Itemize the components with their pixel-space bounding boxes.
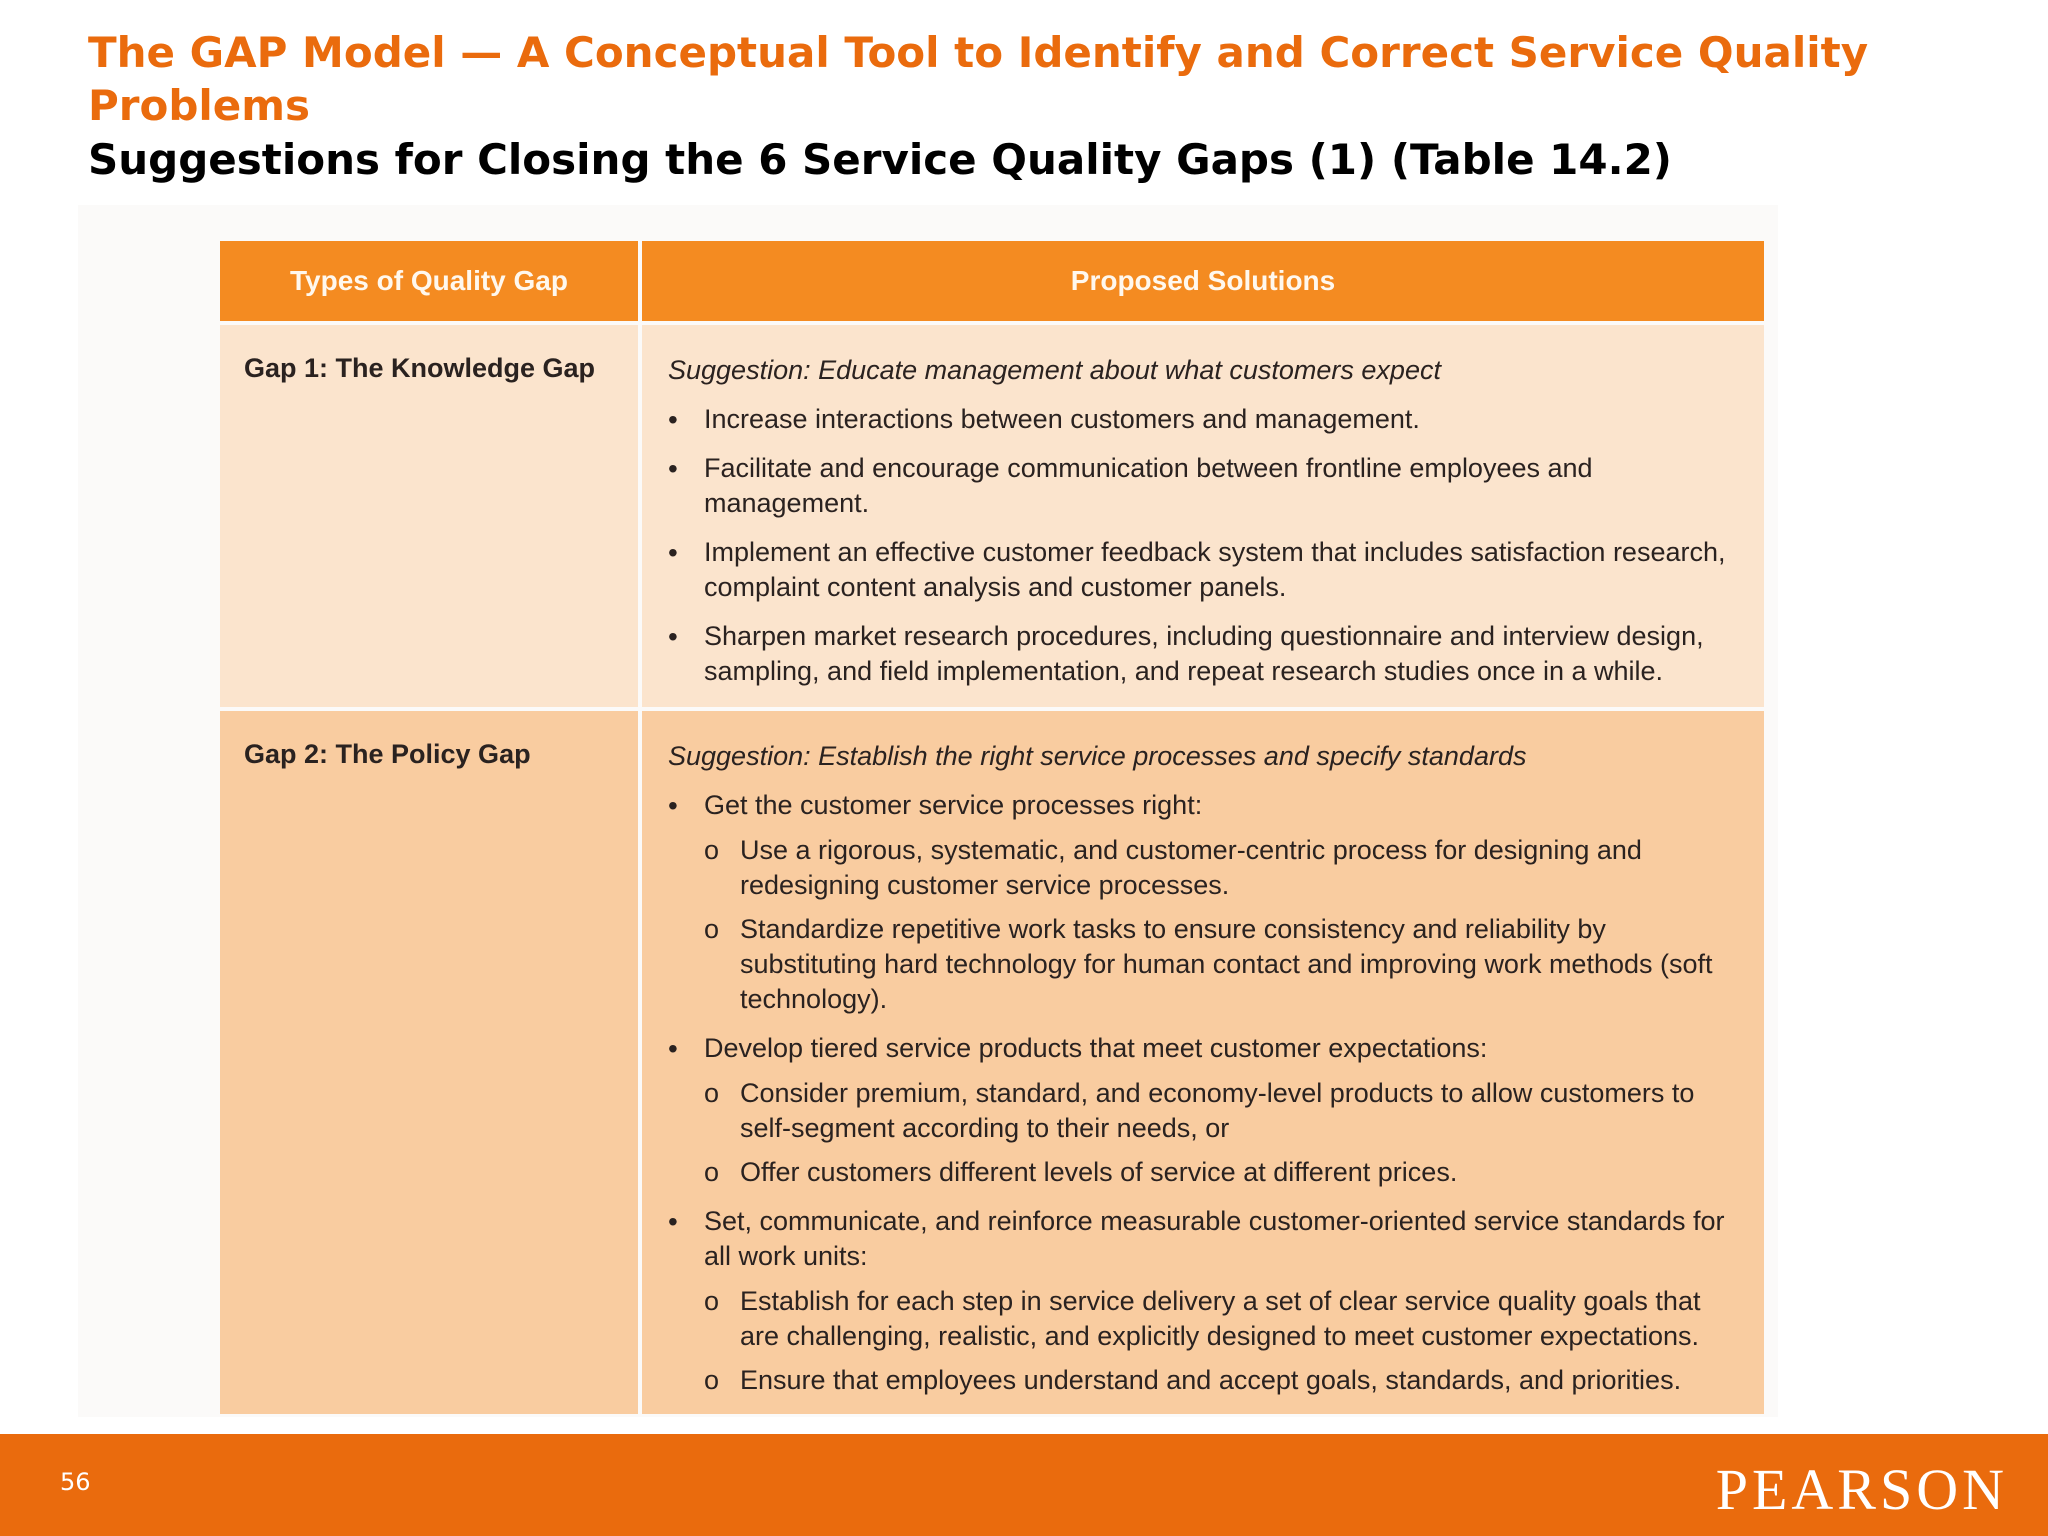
slide-title: The GAP Model — A Conceptual Tool to Identify and Correct Service Quality Problems <box>88 28 1869 130</box>
page-number: 56 <box>60 1468 91 1496</box>
pearson-logo: PEARSON <box>1715 1457 2008 1522</box>
footer-bar <box>0 1434 2048 1536</box>
bullet-item <box>668 788 1738 1017</box>
bullet-item: • Increase interactions between customers and management. <box>668 402 1738 437</box>
bullet-text: Develop tiered service products that meet customer expectations: <box>704 1033 1488 1063</box>
bullet-item: • Implement an effective customer feedback system that includes satisfaction research, complaint content analysis and customer panels. <box>668 535 1738 605</box>
slide-subtitle: Suggestions for Closing the 6 Service Quality Gaps (1) (Table 14.2) <box>88 135 1673 184</box>
slide-header <box>88 26 1988 188</box>
bullet-list <box>668 402 1738 689</box>
suggestion-text: Suggestion: Educate management about what customers expect <box>668 355 1441 385</box>
solutions-cell <box>642 711 1764 1414</box>
bullet-item: • Sharpen market research procedures, including questionnaire and interview design, sampling, and field implementation, and repeat research studies once in a while. <box>668 619 1738 689</box>
gap-type-cell: Gap 1: The Knowledge Gap <box>220 325 638 707</box>
sub-bullet-item: o Standardize repetitive work tasks to ensure consistency and reliability by substituting hard technology for human contact and improving work methods (soft technology). <box>704 912 1738 1017</box>
header-types-of-quality-gap: Types of Quality Gap <box>220 241 638 321</box>
sub-bullet-item: o Offer customers different levels of service at different prices. <box>704 1155 1738 1190</box>
bullet-list <box>668 788 1738 1398</box>
sub-bullet-list <box>704 833 1738 1017</box>
solutions-cell <box>642 325 1764 707</box>
bullet-item <box>668 1031 1738 1190</box>
table-image <box>78 205 1778 1417</box>
sub-bullet-item: o Use a rigorous, systematic, and customer-centric process for designing and redesigning customer service processes. <box>704 833 1738 903</box>
sub-bullet-item: o Ensure that employees understand and accept goals, standards, and priorities. <box>704 1363 1738 1398</box>
header-proposed-solutions: Proposed Solutions <box>642 241 1764 321</box>
table-header-row <box>220 241 1764 321</box>
bullet-item: • Facilitate and encourage communication between frontline employees and management. <box>668 451 1738 521</box>
quality-gap-table <box>216 237 1768 1418</box>
bullet-text: Get the customer service processes right: <box>704 790 1203 820</box>
bullet-text: Set, communicate, and reinforce measurable customer-oriented service standards for all work units: <box>704 1206 1725 1271</box>
table-row <box>220 325 1764 707</box>
gap-type-cell: Gap 2: The Policy Gap <box>220 711 638 1414</box>
suggestion-text: Suggestion: Establish the right service processes and specify standards <box>668 741 1527 771</box>
sub-bullet-list <box>704 1076 1738 1190</box>
sub-bullet-list <box>704 1284 1738 1398</box>
table-row <box>220 711 1764 1414</box>
bullet-item <box>668 1204 1738 1398</box>
sub-bullet-item: o Consider premium, standard, and economy-level products to allow customers to self-segment according to their needs, or <box>704 1076 1738 1146</box>
sub-bullet-item: o Establish for each step in service delivery a set of clear service quality goals that are challenging, realistic, and explicitly designed to meet customer expectations. <box>704 1284 1738 1354</box>
